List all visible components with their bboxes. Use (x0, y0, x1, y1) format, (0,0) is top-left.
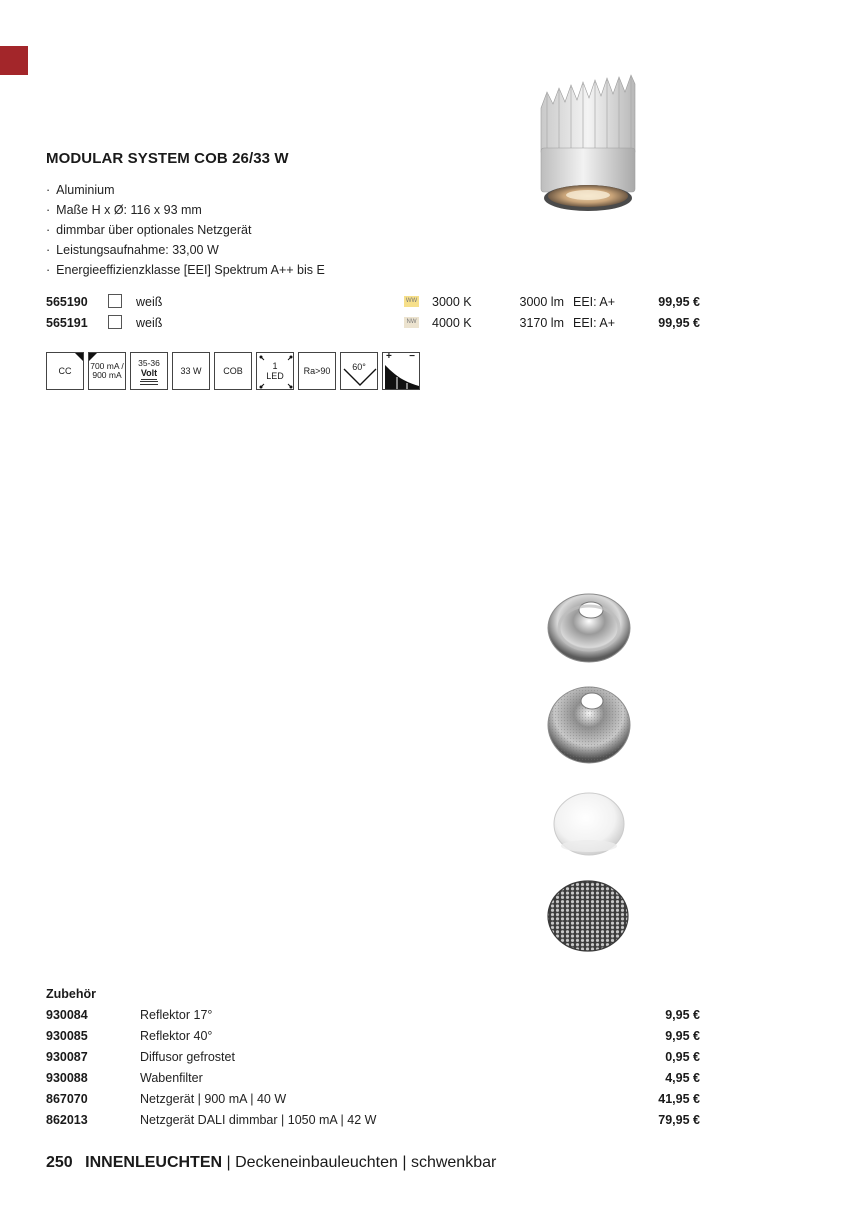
accessory-row (46, 1069, 706, 1090)
energy-class: EEI: A+ (573, 295, 616, 309)
article-number: 565191 (46, 316, 88, 330)
accessory-description: Wabenfilter (140, 1071, 203, 1085)
spec-icon-row (46, 352, 420, 390)
color-label: weiß (136, 295, 163, 309)
accessory-description: Netzgerät | 900 mA | 40 W (140, 1092, 287, 1106)
article-number: 930087 (46, 1050, 88, 1064)
article-number: 867070 (46, 1092, 88, 1106)
cob-chip-icon: COB (214, 352, 252, 390)
price: 9,95 € (665, 1008, 700, 1022)
reflector-40-icon (545, 683, 635, 767)
product-title: MODULAR SYSTEM COB 26/33 W (46, 150, 289, 167)
color-label: weiß (136, 316, 163, 330)
constant-current-icon: CC (46, 352, 84, 390)
current-rating-icon: 700 mA / 900 mA (88, 352, 126, 390)
article-number: 930085 (46, 1029, 88, 1043)
luminous-flux: 3000 lm (519, 295, 564, 309)
price: 41,95 € (658, 1092, 700, 1106)
accessory-row (46, 1111, 706, 1132)
energy-class: EEI: A+ (573, 316, 616, 330)
price: 9,95 € (665, 1029, 700, 1043)
power-icon: 33 W (172, 352, 210, 390)
variant-row (46, 293, 706, 314)
accessory-row (46, 1090, 706, 1111)
article-number: 930088 (46, 1071, 88, 1085)
article-number: 930084 (46, 1008, 88, 1022)
reflector-17-icon (545, 590, 635, 664)
feature-item: · Leistungsaufnahme: 33,00 W (46, 240, 325, 260)
light-color-badge: NW (404, 317, 419, 328)
accessory-row (46, 1006, 706, 1027)
article-number: 862013 (46, 1113, 88, 1127)
beam-angle-icon: 60° (340, 352, 378, 390)
light-color-badge: WW (404, 296, 419, 307)
accessory-row (46, 1048, 706, 1069)
honeycomb-filter-icon (545, 878, 635, 954)
cob-downlight-module-icon (533, 74, 643, 219)
accessory-description: Diffusor gefrostet (140, 1050, 235, 1064)
feature-item: · dimmbar über optionales Netzgerät (46, 220, 325, 240)
accessory-description: Reflektor 17° (140, 1008, 213, 1022)
color-swatch-checkbox[interactable] (108, 294, 122, 308)
color-temperature: 4000 K (432, 316, 472, 330)
voltage-icon: 35-36 Volt (130, 352, 168, 390)
variant-table (46, 293, 706, 335)
price: 99,95 € (658, 316, 700, 330)
feature-item: · Aluminium (46, 180, 325, 200)
feature-item: · Maße H x Ø: 116 x 93 mm (46, 200, 325, 220)
accessories-table (46, 1006, 706, 1132)
brand-corner-tab (0, 46, 28, 75)
page-footer (46, 1154, 496, 1172)
accessories-heading: Zubehör (46, 987, 96, 1001)
section-title: INNENLEUCHTEN (85, 1154, 223, 1171)
feature-list (46, 180, 325, 280)
price: 0,95 € (665, 1050, 700, 1064)
color-rendering-icon: Ra>90 (298, 352, 336, 390)
price: 99,95 € (658, 295, 700, 309)
price: 79,95 € (658, 1113, 700, 1127)
article-number: 565190 (46, 295, 88, 309)
feature-item: · Energieeffizienzklasse [EEI] Spektrum A++ bis E (46, 260, 325, 280)
luminous-flux: 3170 lm (519, 316, 564, 330)
led-count-icon: 1 LED (256, 352, 294, 390)
accessory-description: Netzgerät DALI dimmbar | 1050 mA | 42 W (140, 1113, 377, 1127)
color-swatch-checkbox[interactable] (108, 315, 122, 329)
breadcrumb: | Deckeneinbauleuchten | schwenkbar (226, 1154, 497, 1171)
accessory-row (46, 1027, 706, 1048)
dimming-ramp-icon: + − (382, 352, 420, 390)
variant-row (46, 314, 706, 335)
page-number: 250 (46, 1154, 73, 1171)
frosted-diffuser-icon (545, 790, 635, 860)
price: 4,95 € (665, 1071, 700, 1085)
color-temperature: 3000 K (432, 295, 472, 309)
accessory-description: Reflektor 40° (140, 1029, 213, 1043)
